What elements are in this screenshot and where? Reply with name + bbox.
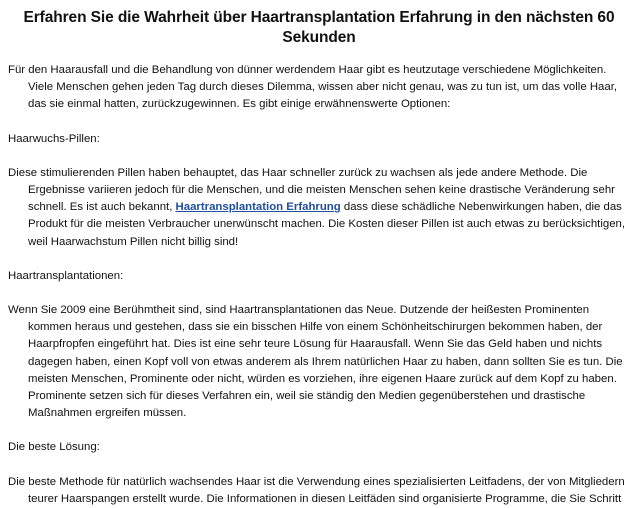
intro-paragraph: Für den Haarausfall und die Behandlung von dünner werdendem Haar gibt es heutzutage verschiedene Möglichkeiten. Viele Menschen gehen jeden Tag durch dieses Dilemma, wissen aber nicht genau, was zu tun ist, um das volle Haar, das sie einmal hatten, zurückzugewinnen. Es gibt einige erwähnenswerte Optionen:: [8, 64, 618, 111]
page-title: Erfahren Sie die Wahrheit über Haartransplantation Erfahrung in den nächsten 60 Sekunden: [23, 9, 615, 46]
pills-text-end: dass diese schädliche Nebenwirkungen haben, die das Produkt für die meisten Verbraucher unerwünscht machen. Die Kosten dieser Pillen ist auch etwas zu berücksichtigen, weil Haarwachstum Pillen nicht billig sind!: [28, 201, 626, 248]
pills-paragraph: [8, 165, 630, 251]
article-body: [0, 48, 638, 508]
section-heading-pills: Haarwuchs-Pillen:: [8, 132, 100, 145]
section-heading-best-solution: Die beste Lösung:: [8, 441, 100, 454]
best-solution-paragraph: Die beste Methode für natürlich wachsendes Haar ist die Verwendung eines spezialisierten Leitfadens, der von Mitgliedern teurer Haarspangen erstellt wurde. Die Informationen in diesen Leitfäden sind organisierte Programme, die Sie Schritt: [8, 475, 625, 505]
transplants-paragraph: Wenn Sie 2009 eine Berühmtheit sind, sind Haartransplantationen das Neue. Dutzende der heißesten Prominenten kommen heraus und gestehen, dass sie ein bisschen Hilfe von einem Schönheitschirurgen bekommen haben, der Haarpfropfen eingeführt hat. Dies ist eine sehr teure Lösung für Haarausfall. Wenn Sie das Geld haben und nichts dagegen haben, einen Kopf voll von etwas anderem als Ihrem natürlichen Haar zu haben, dann sollten Sie es tun. Die meisten Menschen, Prominente oder nicht, würden es vorziehen, ihre eigenen Haare zurück auf dem Kopf zu haben. Prominente setzen sich für dieses Verfahren ein, weil sie ständig den Medien gegenüberstehen und drastische Maßnahmen ergreifen müssen.: [8, 304, 623, 420]
pills-text-start: Diese stimulierenden Pillen haben behauptet, das Haar schneller zurück zu wachsen als jede andere Methode. Die Ergebnisse variieren jedoch für die Menschen, und die meisten Menschen sehen keine drastische Veränderung sehr schnell. Es ist auch bekannt,: [8, 166, 615, 214]
haartransplantation-link[interactable]: Haartransplantation Erfahrung: [175, 201, 341, 214]
section-heading-transplants: Haartransplantationen:: [8, 269, 124, 282]
